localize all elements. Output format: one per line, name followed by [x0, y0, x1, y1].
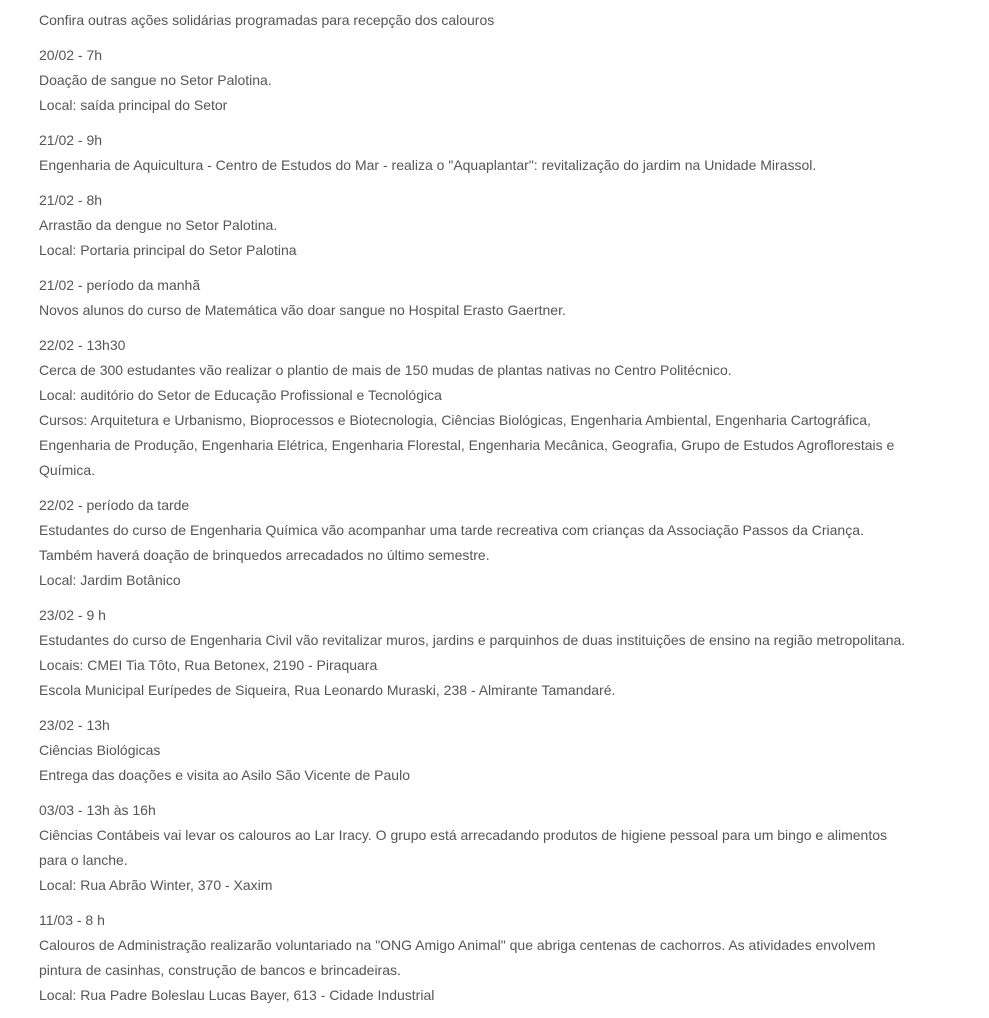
- event-block: [39, 493, 919, 593]
- event-detail-line: Locais: CMEI Tia Tôto, Rua Betonex, 2190 - Piraquara: [39, 657, 378, 673]
- event-detail-line: Química.: [39, 462, 96, 478]
- event-detail-line: Local: Portaria principal do Setor Palotina: [39, 242, 297, 258]
- event-detail-line: Local: Jardim Botânico: [39, 572, 181, 588]
- event-block: [39, 188, 919, 263]
- event-detail-line: Também haverá doação de brinquedos arrecadados no último semestre.: [39, 547, 490, 563]
- event-date: 20/02 - 7h: [39, 47, 103, 63]
- event-block: [39, 333, 919, 483]
- event-date: 23/02 - 9 h: [39, 607, 106, 623]
- event-detail-line: Entrega das doações e visita ao Asilo São Vicente de Paulo: [39, 767, 410, 783]
- event-detail-line: Estudantes do curso de Engenharia Civil vão revitalizar muros, jardins e parquinhos de duas instituições de ensino na região metropolitana.: [39, 632, 906, 648]
- event-detail-line: Local: Rua Padre Boleslau Lucas Bayer, 613 - Cidade Industrial: [39, 987, 435, 1003]
- event-detail-line: Calouros de Administração realizarão voluntariado na "ONG Amigo Animal" que abriga centenas de cachorros. As atividades envolvem: [39, 937, 876, 953]
- event-detail-line: Escola Municipal Eurípedes de Siqueira, Rua Leonardo Muraski, 238 - Almirante Tamandaré.: [39, 682, 616, 698]
- event-detail-line: para o lanche.: [39, 852, 128, 868]
- event-block: [39, 273, 919, 323]
- event-detail-line: Engenharia de Aquicultura - Centro de Estudos do Mar - realiza o "Aquaplantar": revitalização do jardim na Unidade Mirassol.: [39, 157, 817, 173]
- event-date: 21/02 - 9h: [39, 132, 103, 148]
- event-date: 11/03 - 8 h: [39, 912, 105, 928]
- events-list: [39, 43, 919, 1008]
- event-detail-line: Arrastão da dengue no Setor Palotina.: [39, 217, 278, 233]
- event-detail-line: Engenharia de Produção, Engenharia Elétrica, Engenharia Florestal, Engenharia Mecânica, Geografia, Grupo de Estudos Agroflorestais e: [39, 437, 895, 453]
- event-date: 21/02 - 8h: [39, 192, 103, 208]
- event-detail-line: Ciências Biológicas: [39, 742, 161, 758]
- event-block: [39, 713, 919, 788]
- event-detail-line: Local: Rua Abrão Winter, 370 - Xaxim: [39, 877, 273, 893]
- event-detail-line: Local: saída principal do Setor: [39, 97, 228, 113]
- event-detail-line: Estudantes do curso de Engenharia Química vão acompanhar uma tarde recreativa com crianças da Associação Passos da Criança.: [39, 522, 864, 538]
- event-date: 21/02 - período da manhã: [39, 277, 201, 293]
- event-detail-line: Ciências Contábeis vai levar os calouros ao Lar Iracy. O grupo está arrecadando produtos de higiene pessoal para um bingo e alimentos: [39, 827, 888, 843]
- event-block: [39, 43, 919, 118]
- intro-paragraph: Confira outras ações solidárias programadas para recepção dos calouros: [39, 12, 495, 28]
- event-detail-line: Doação de sangue no Setor Palotina.: [39, 72, 272, 88]
- event-block: [39, 908, 919, 1008]
- event-date: 23/02 - 13h: [39, 717, 110, 733]
- event-detail-line: pintura de casinhas, construção de bancos e brincadeiras.: [39, 962, 401, 978]
- event-block: [39, 128, 919, 178]
- event-date: 03/03 - 13h às 16h: [39, 802, 156, 818]
- event-detail-line: Novos alunos do curso de Matemática vão doar sangue no Hospital Erasto Gaertner.: [39, 302, 566, 318]
- event-detail-line: Local: auditório do Setor de Educação Profissional e Tecnológica: [39, 387, 442, 403]
- article-body: [39, 8, 919, 1018]
- event-block: [39, 798, 919, 898]
- event-date: 22/02 - período da tarde: [39, 497, 190, 513]
- event-detail-line: Cursos: Arquitetura e Urbanismo, Bioprocessos e Biotecnologia, Ciências Biológicas, Engenharia Ambiental, Engenharia Cartográfica,: [39, 412, 871, 428]
- event-date: 22/02 - 13h30: [39, 337, 126, 353]
- event-block: [39, 603, 919, 703]
- event-detail-line: Cerca de 300 estudantes vão realizar o plantio de mais de 150 mudas de plantas nativas no Centro Politécnico.: [39, 362, 732, 378]
